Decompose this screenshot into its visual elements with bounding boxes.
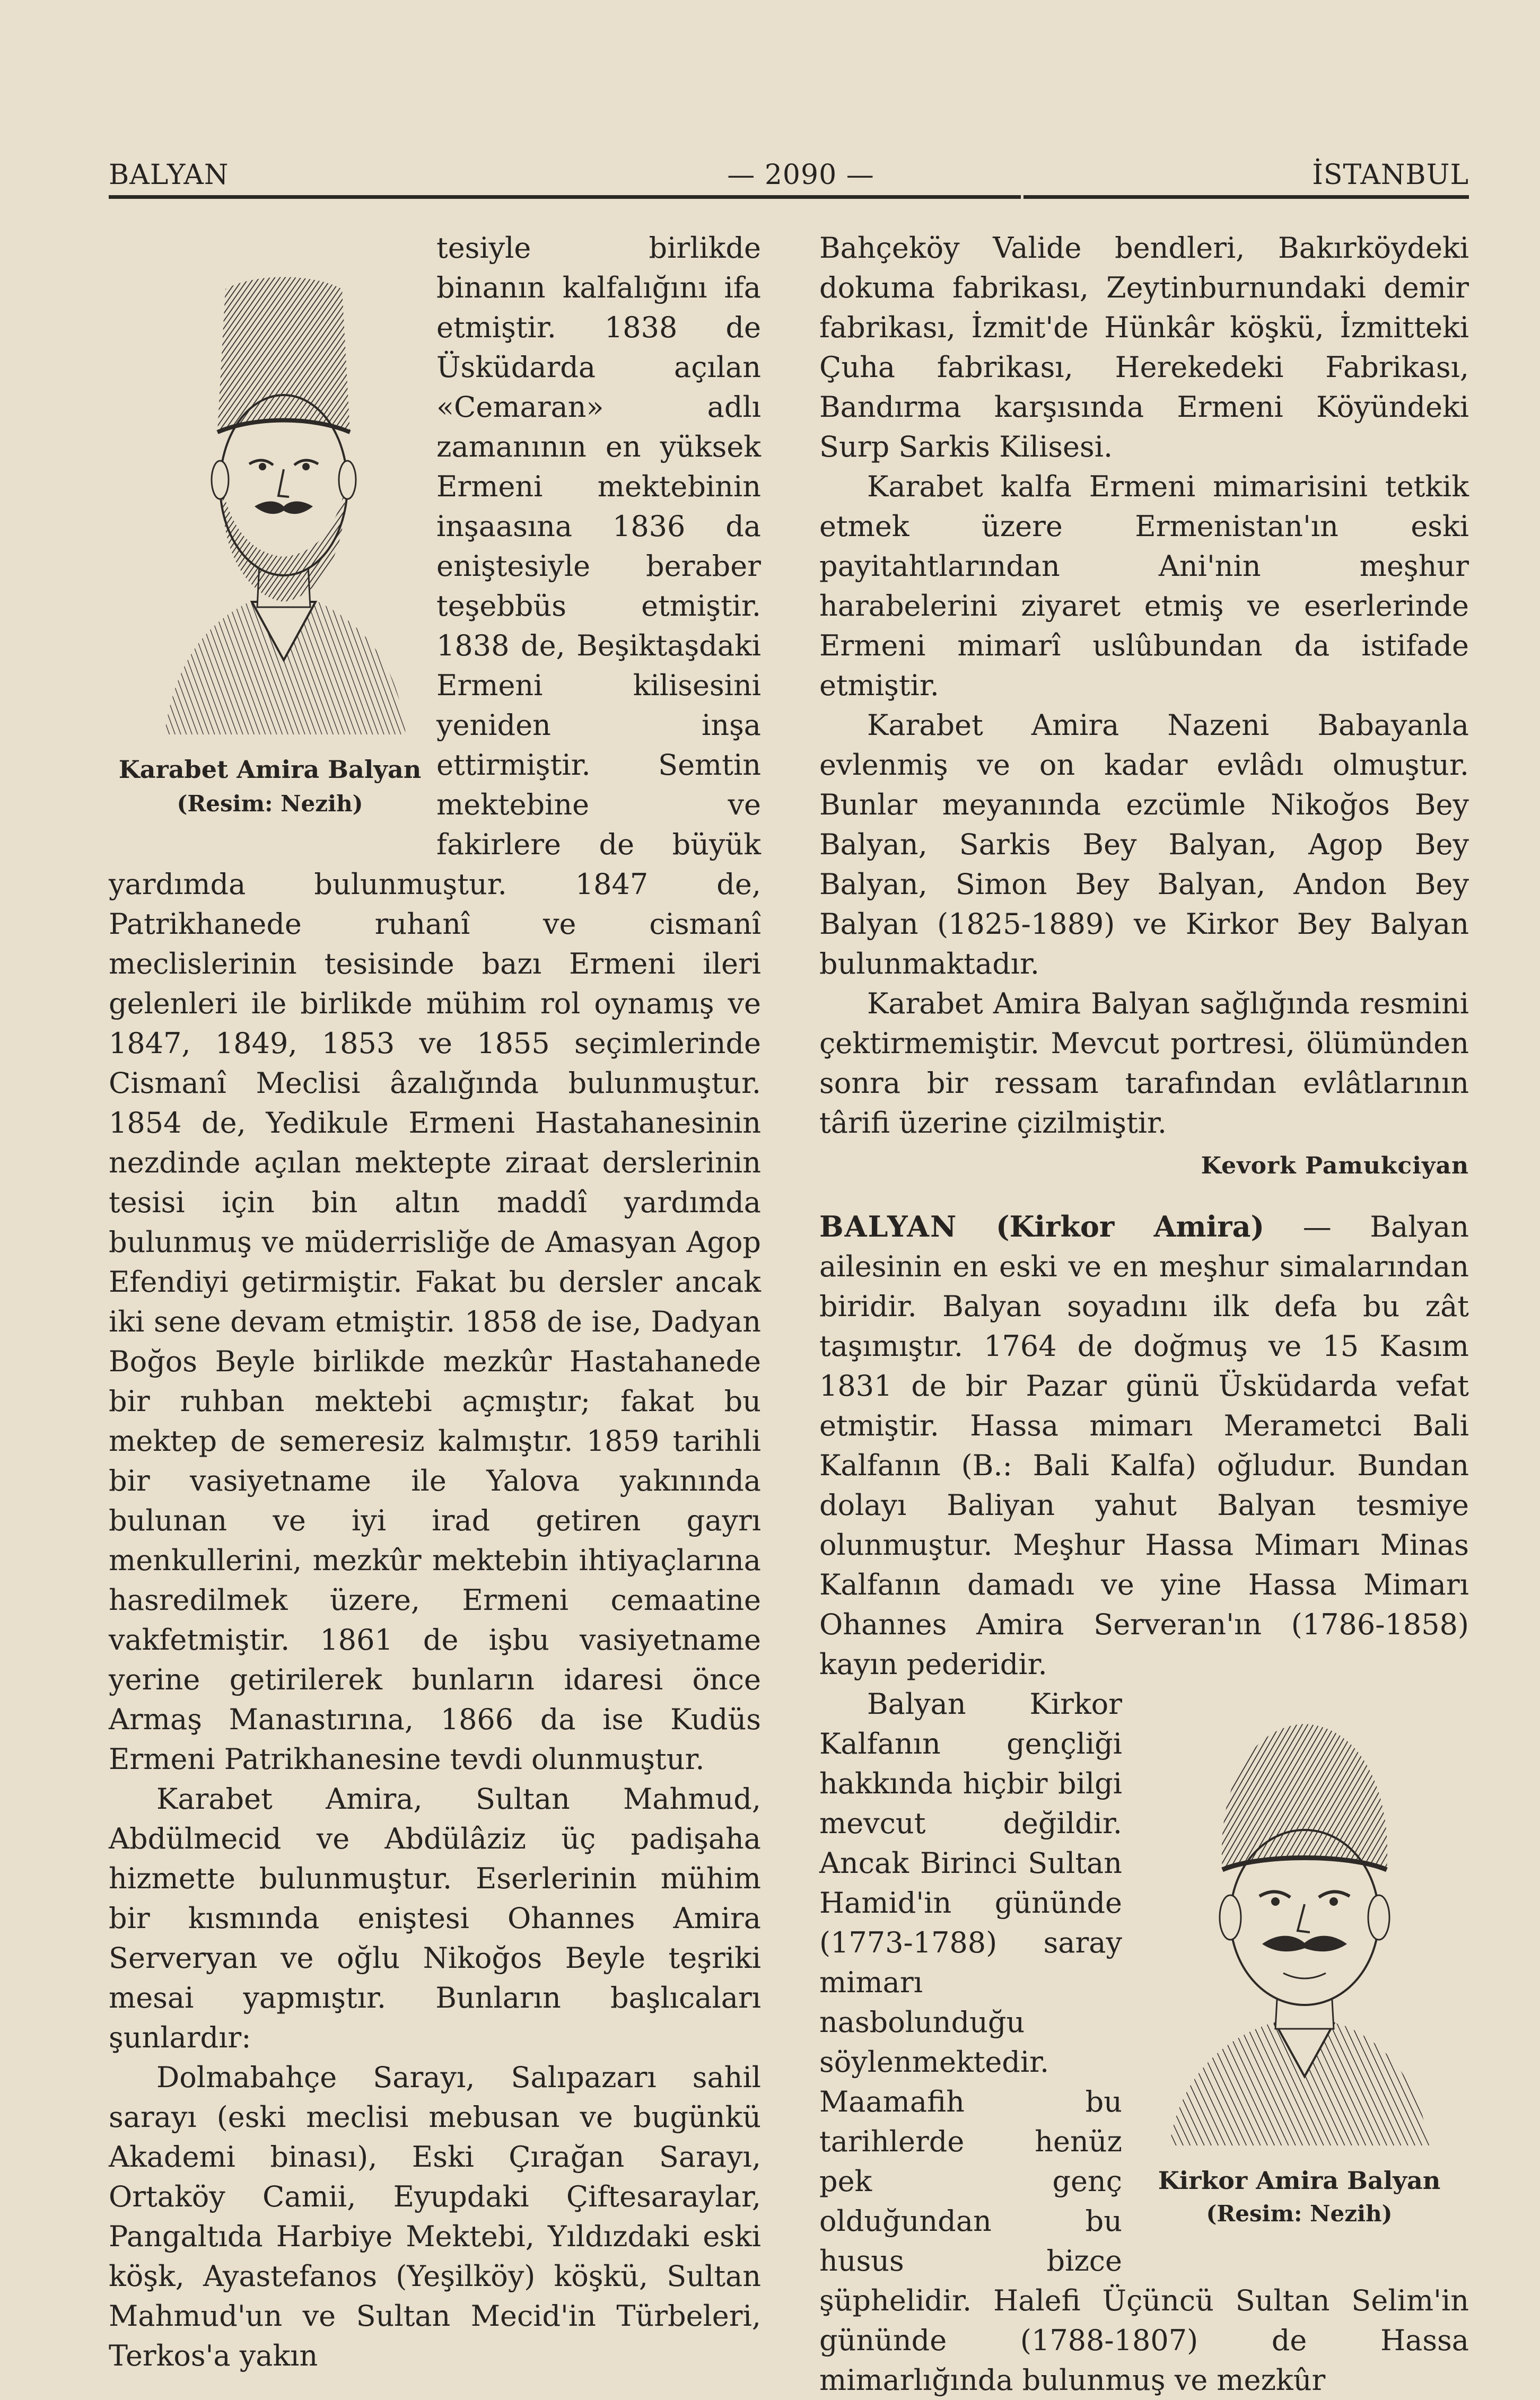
page-number: — 2090 — [727, 159, 874, 191]
paragraph: Dolmabahçe Sarayı, Salıpazarı sahil sarayı (eski meclisi mebusan ve bugünkü Akademi binası), Eski Çırağan Sarayı, Ortaköy Camii, Eyupdaki Çiftesaraylar, Pangaltıda Harbiye Mektebi, Yıldızdaki eski köşk, Ayastefanos (Yeşilköy) köşkü, Sultan Mahmud'un ve Sultan Mecid'in Türbeleri, Terkos'a yakın [109, 2061, 761, 2372]
figure-karabet [109, 228, 431, 833]
figure-kirkor [1130, 1684, 1469, 2254]
paragraph: Bahçeköy Valide bendleri, Bakırköydeki dokuma fabrikası, Zeytinburnundaki demir fabrikası, İzmit'de Hünkâr köşkü, İzmitteki Çuha fabrikası, Herekedeki Fabrikası, Bandırma karşısında Ermeni Köyündeki Surp Sarkis Kilisesi. [819, 231, 1469, 463]
figure-caption-name: Karabet Amira Balyan [118, 755, 422, 784]
figure-caption-credit: (Resim: Nezih) [177, 791, 363, 817]
header-rule-left [109, 195, 1021, 199]
running-head-left: BALYAN [109, 159, 229, 191]
entry-text: — Balyan ailesinin en eski ve en meşhur simalarından biridir. Balyan soyadını ilk defa bu zât taşımıştır. 1764 de doğmuş ve 15 Kasım 1831 de bir Pazar günü Üsküdarda vefat etmiştir. Hassa mimarı Merametci Bali Kalfanın (B.: Bali Kalfa) oğludur. Bundan dolayı Baliyan yahut Balyan tesmiye olunmuştur. Meşhur Hassa Mimarı Minas Kalfanın damadı ve yine Hassa Mimarı Ohannes Amira Serveran'ın (1786-1858) kayın pederidir. [819, 1210, 1469, 1681]
figure-caption-name: Kirkor Amira Balyan [1158, 2166, 1441, 2195]
entry-subheading: (Kirkor Amira) [996, 1210, 1265, 1243]
paragraph [819, 1684, 1469, 2400]
figure-caption-credit: (Resim: Nezih) [1206, 2201, 1393, 2227]
paragraph: Karabet kalfa Ermeni mimarisini tetkik etmek üzere Ermenistan'ın eski payitahtlarından Ani'nin meşhur harabelerini ziyaret etmiş ve eserlerinde Ermeni mimarî uslûbundan da istifade etmiştir. [819, 470, 1469, 702]
entry-paragraph [819, 1207, 1469, 1684]
right-column [819, 228, 1469, 2400]
paragraph: Karabet Amira Balyan sağlığında resmini çektirmemiştir. Mevcut portresi, ölümünden sonra bir ressam tarafından evlâtlarının târifi üzerine çizilmiştir. [819, 987, 1469, 1140]
paragraph-text: Balyan Kirkor Kalfanın gençliği hakkında hiçbir bilgi mevcut değildir. Ancak Birinci Sultan Hamid'in günü̇nde (1773-1788) saray mimarı nasbolunduğu söylenmektedir. Maamafih bu tarihlerde henüz pek genç olduğundan bu husus bizce şüphelidir. Halefi Üçüncü Sultan Selim'in gününde (1788-1807) de Hassa mimarlığında bulunmuş ve mezkûr [819, 1687, 1469, 2397]
author-signature: Kevork Pamukciyan [1201, 1152, 1469, 1179]
running-head-right: İSTANBUL [1312, 159, 1469, 191]
paragraph: Karabet Amira Nazeni Babayanla evlenmiş ve on kadar evlâdı olmuştur. Bunlar meyanında ezcümle Nikoğos Bey Balyan, Sarkis Bey Balyan, Agop Bey Balyan, Simon Bey Balyan, Andon Bey Balyan (1825-1889) ve Kirkor Bey Balyan bulunmaktadır. [819, 708, 1469, 980]
portrait-karabet-icon [159, 257, 408, 740]
header-rule-right [1023, 195, 1469, 199]
portrait-kirkor-icon [1148, 1695, 1445, 2151]
paragraph: Karabet Amira, Sultan Mahmud, Abdülmecid ve Abdülâziz üç padişaha hizmette bulunmuştur. Eserlerinin mühim bir kısmında eniştesi Ohannes Amira Serveryan ve oğlu Nikoğos Beyle teşriki mesai yapmıştır. Bunların başlıcaları şunlardır: [109, 1782, 761, 2054]
left-column [109, 228, 761, 2376]
entry-heading: BALYAN [819, 1210, 958, 1243]
paragraph: tesiyle birlikde binanın kalfalığını ifa etmiştir. 1838 de Üsküdarda açılan «Cemaran» adlı zamanının en yüksek Ermeni mektebinin inşaasına 1836 da eniştesiyle beraber teşebbüs etmiştir. 1838 de, Beşiktaşdaki Ermeni kilisesini yeniden inşa ettirmiştir. Semtin mektebine ve fakirlere de büyük yardımda bulunmuştur. 1847 de, Patrikhanede ruhanî ve cismanî meclislerinin tesisinde bazı Ermeni ileri gelenleri ile birlikde mühim rol oynamış ve 1847, 1849, 1853 ve 1855 seçimlerinde Cismanî Meclisi âzalığında bulunmuştur. 1854 de, Yedikule Ermeni Hastahanesinin nezdinde açılan mektepte ziraat derslerinin tesisi için bin altın maddî yardımda bulunmuş ve müderrisliğe de Amasyan Agop Efendiyi getirmiştir. Fakat bu dersler ancak iki sene devam etmiştir. 1858 de ise, Dadyan Boğos Beyle birlikde mezkûr Hastahanede bir ruhban mektebi açmıştır; fakat bu mektep de semeresiz kalmıştır. 1859 tarihli bir vasiyetname ile Yalova yakınında bulunan ve iyi irad getiren gayrı menkullerini, mezkûr mektebin ihtiyaçlarına hasredilmek üzere, Ermeni cemaatine vakfetmiştir. 1861 de işbu vasiyetname yerine getirilerek bunların idaresi önce Armaş Manastırına, 1866 da ise Kudüs Ermeni Patrikhanesine tevdi olunmuştur. [109, 231, 761, 1776]
